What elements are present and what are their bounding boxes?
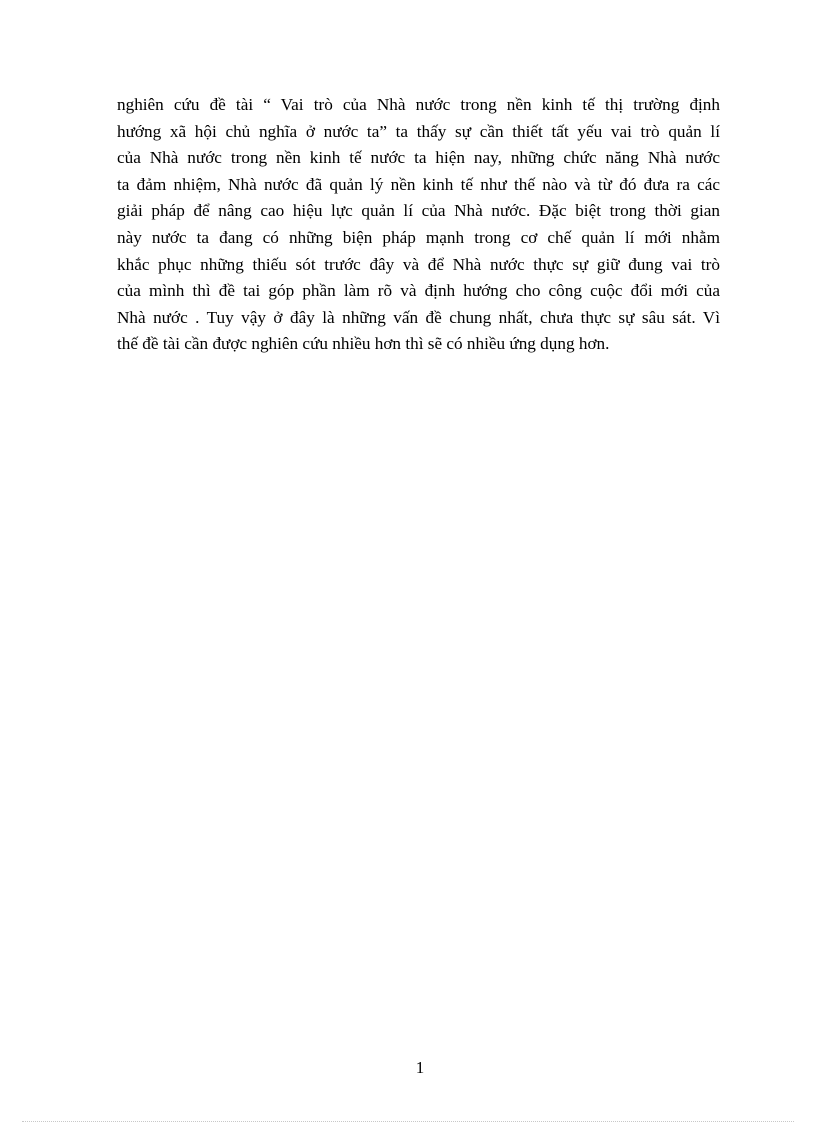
paragraph-line-4: ta đảm nhiệm, Nhà nước đã quản lý nền kinh tế như thế nào và từ đó đưa ra các [117, 174, 720, 194]
body-paragraph [117, 92, 720, 358]
paragraph-line-2: hướng xã hội chủ nghĩa ở nước ta” ta thấy sự cần thiết tất yếu vai trò quản lí [117, 121, 720, 141]
paragraph-line-5: giải pháp để nâng cao hiệu lực quản lí của Nhà nước. Đặc biệt trong thời gian [117, 201, 720, 221]
paragraph-line-3: của Nhà nước trong nền kinh tế nước ta hiện nay, những chức năng Nhà nước [117, 148, 720, 168]
page-bottom-divider [22, 1121, 794, 1122]
paragraph-line-7: khắc phục những thiếu sót trước đây và để Nhà nước thực sự giữ đung vai trò [117, 254, 720, 274]
paragraph-line-1: nghiên cứu đề tài “ Vai trò của Nhà nước trong nền kinh tế thị trường định [117, 95, 720, 114]
paragraph-line-10: thế đề tài cần được nghiên cứu nhiều hơn thì sẽ có nhiều ứng dụng hơn. [117, 334, 610, 354]
paragraph-line-9: Nhà nước . Tuy vậy ở đây là những vấn đề chung nhất, chưa thực sự sâu sát. Vì [117, 307, 720, 327]
paragraph-line-6: này nước ta đang có những biện pháp mạnh trong cơ chế quản lí mới nhằm [117, 227, 720, 247]
paragraph-line-8: của mình thì đề tai góp phần làm rõ và định hướng cho công cuộc đổi mới của [117, 281, 720, 301]
page-number: 1 [415, 1058, 425, 1077]
